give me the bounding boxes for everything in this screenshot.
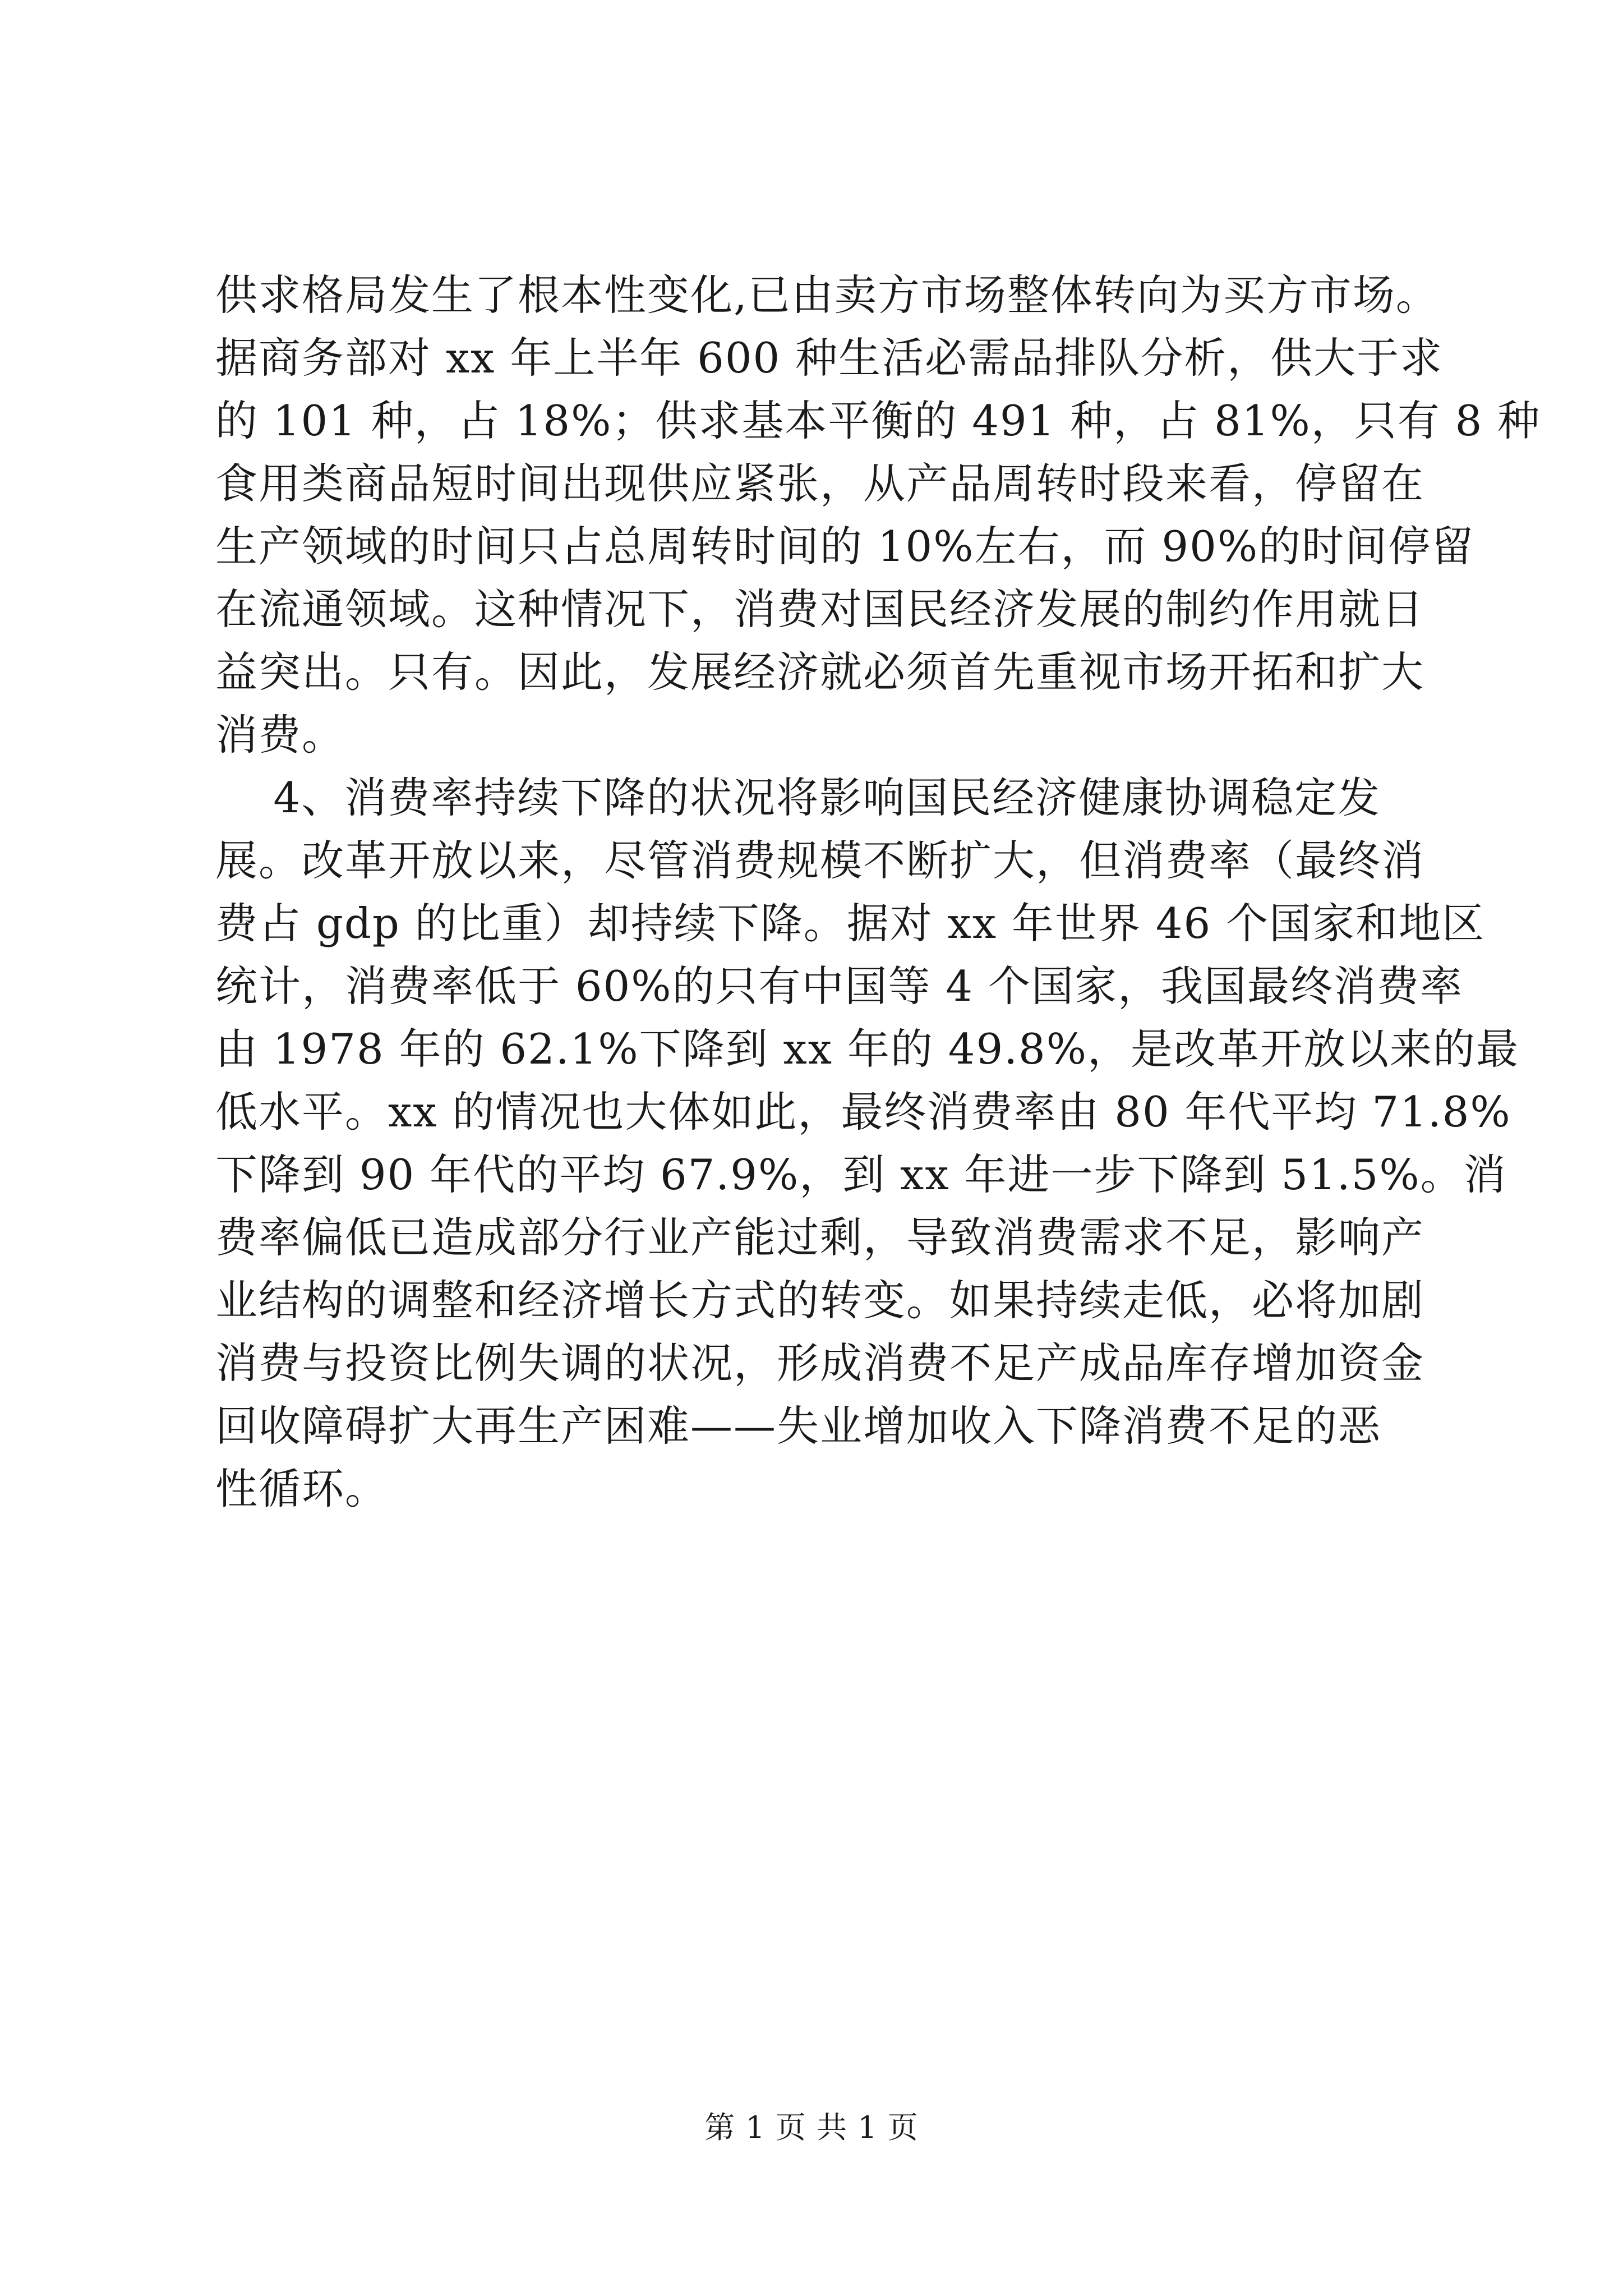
text-line: 由 1978 年的 62.1%下降到 xx 年的 49.8%，是改革开放以来的最 bbox=[215, 1024, 1520, 1074]
text-line: 费占 gdp 的比重）却持续下降。据对 xx 年世界 46 个国家和地区 bbox=[215, 899, 1486, 948]
text-line: 供求格局发生了根本性变化,已由卖方市场整体转向为买方市场。 bbox=[215, 270, 1439, 320]
text-line: 消费。 bbox=[215, 710, 345, 760]
text-line: 费率偏低已造成部分行业产能过剩，导致消费需求不足，影响产 bbox=[215, 1213, 1425, 1262]
text-line: 回收障碍扩大再生产困难——失业增加收入下降消费不足的恶 bbox=[215, 1401, 1382, 1451]
page-footer: 第 1 页 共 1 页 bbox=[704, 2110, 919, 2145]
text-line: 展。改革开放以来，尽管消费规模不断扩大，但消费率（最终消 bbox=[215, 836, 1425, 885]
text-line: 的 101 种，占 18%；供求基本平衡的 491 种，占 81%，只有 8 种 bbox=[215, 396, 1541, 445]
body-text bbox=[215, 264, 1541, 1520]
text-line: 业结构的调整和经济增长方式的转变。如果持续走低，必将加剧 bbox=[215, 1276, 1425, 1325]
text-line: 性循环。 bbox=[215, 1464, 389, 1513]
text-line: 统计，消费率低于 60%的只有中国等 4 个国家，我国最终消费率 bbox=[215, 961, 1463, 1011]
text-line: 消费与投资比例失调的状况，形成消费不足产成品库存增加资金 bbox=[215, 1338, 1425, 1388]
text-line: 4、消费率持续下降的状况将影响国民经济健康协调稳定发 bbox=[215, 773, 1381, 822]
text-line: 食用类商品短时间出现供应紧张，从产品周转时段来看，停留在 bbox=[215, 459, 1425, 508]
text-line: 据商务部对 xx 年上半年 600 种生活必需品排队分析，供大于求 bbox=[215, 333, 1444, 383]
text-line: 下降到 90 年代的平均 67.9%，到 xx 年进一步下降到 51.5%。消 bbox=[215, 1150, 1507, 1199]
text-line: 低水平。xx 的情况也大体如此，最终消费率由 80 年代平均 71.8% bbox=[215, 1087, 1511, 1137]
text-line: 生产领域的时间只占总周转时间的 10%左右，而 90%的时间停留 bbox=[215, 522, 1475, 571]
text-line: 在流通领域。这种情况下，消费对国民经济发展的制约作用就日 bbox=[215, 585, 1425, 634]
text-line: 益突出。只有。因此，发展经济就必须首先重视市场开拓和扩大 bbox=[215, 647, 1425, 697]
